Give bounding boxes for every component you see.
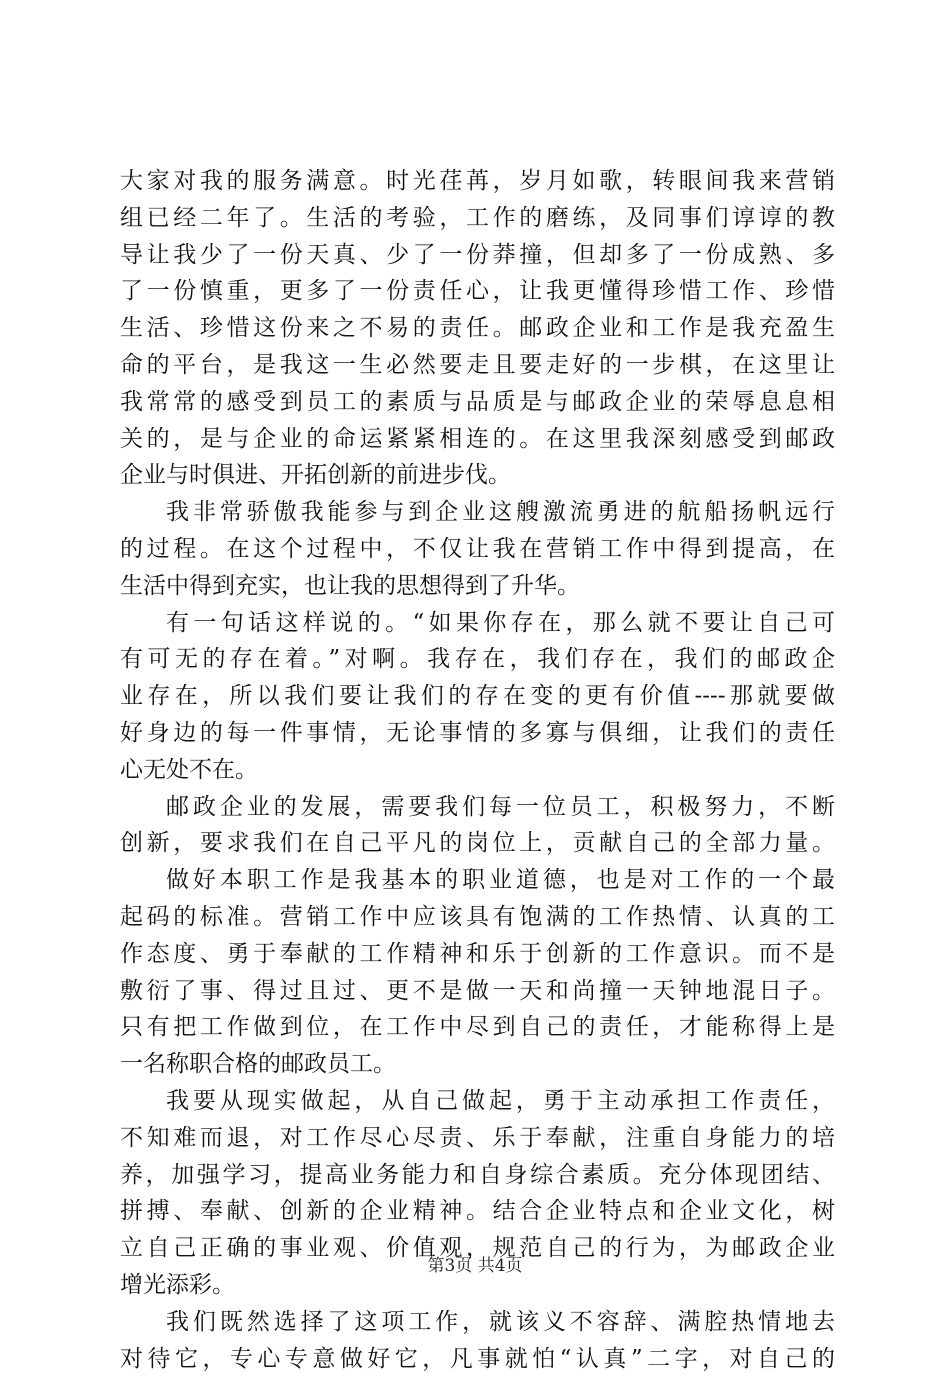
text-line: 我要从现实做起，从自己做起，勇于主动承担工作责任， [120, 1083, 835, 1120]
text-line: 组已经二年了。生活的考验，工作的磨练，及同事们谆谆的教 [120, 200, 835, 237]
text-line: 养，加强学习，提高业务能力和自身综合素质。充分体现团结、 [120, 1157, 835, 1194]
text-line: 增光添彩。 [120, 1267, 835, 1304]
text-line: 有一句话这样说的。“如果你存在，那么就不要让自己可 [120, 605, 835, 642]
text-line: 做好本职工作是我基本的职业道德，也是对工作的一个最 [120, 862, 835, 899]
text-line: 命的平台，是我这一生必然要走且要走好的一步棋，在这里让 [120, 347, 835, 384]
text-line: 邮政企业的发展，需要我们每一位员工，积极努力，不断 [120, 789, 835, 826]
text-line: 创新，要求我们在自己平凡的岗位上，贡献自己的全部力量。 [120, 825, 835, 862]
text-line: 拼搏、奉献、创新的企业精神。结合企业特点和企业文化，树 [120, 1193, 835, 1230]
text-line: 作态度、勇于奉献的工作精神和乐于创新的工作意识。而不是 [120, 936, 835, 973]
text-line: 心无处不在。 [120, 752, 835, 789]
text-line: 一名称职合格的邮政员工。 [120, 1046, 835, 1083]
text-line: 了一份慎重，更多了一份责任心，让我更懂得珍惜工作、珍惜 [120, 273, 835, 310]
text-line: 对待它，专心专意做好它，凡事就怕“认真”二字，对自己的 [120, 1341, 835, 1377]
text-line: 生活、珍惜这份来之不易的责任。邮政企业和工作是我充盈生 [120, 310, 835, 347]
text-line: 我们既然选择了这项工作，就该义不容辞、满腔热情地去 [120, 1304, 835, 1341]
text-line: 有可无的存在着。”对啊。我存在，我们存在，我们的邮政企 [120, 641, 835, 678]
text-line: 立自己正确的事业观、价值观，规范自己的行为，为邮政企业 [120, 1230, 835, 1267]
text-line: 生活中得到充实，也让我的思想得到了升华。 [120, 568, 835, 605]
text-line: 大家对我的服务满意。时光荏苒，岁月如歌，转眼间我来营销 [120, 163, 835, 200]
text-line: 关的，是与企业的命运紧紧相连的。在这里我深刻感受到邮政 [120, 421, 835, 458]
body-text [120, 163, 835, 1377]
text-line: 敷衍了事、得过且过、更不是做一天和尚撞一天钟地混日子。 [120, 973, 835, 1010]
text-line: 不知难而退，对工作尽心尽责、乐于奉献，注重自身能力的培 [120, 1120, 835, 1157]
page-number-footer: 第3页 共4页 [0, 1255, 950, 1277]
text-line: 起码的标准。营销工作中应该具有饱满的工作热情、认真的工 [120, 899, 835, 936]
text-line: 的过程。在这个过程中，不仅让我在营销工作中得到提高，在 [120, 531, 835, 568]
text-line: 我非常骄傲我能参与到企业这艘激流勇进的航船扬帆远行 [120, 494, 835, 531]
text-line: 导让我少了一份天真、少了一份莽撞，但却多了一份成熟、多 [120, 237, 835, 274]
text-line: 好身边的每一件事情，无论事情的多寡与俱细，让我们的责任 [120, 715, 835, 752]
text-line: 我常常的感受到员工的素质与品质是与邮政企业的荣辱息息相 [120, 384, 835, 421]
text-line: 只有把工作做到位，在工作中尽到自己的责任，才能称得上是 [120, 1009, 835, 1046]
text-line: 业存在，所以我们要让我们的存在变的更有价值----那就要做 [120, 678, 835, 715]
text-line: 企业与时俱进、开拓创新的前进步伐。 [120, 457, 835, 494]
